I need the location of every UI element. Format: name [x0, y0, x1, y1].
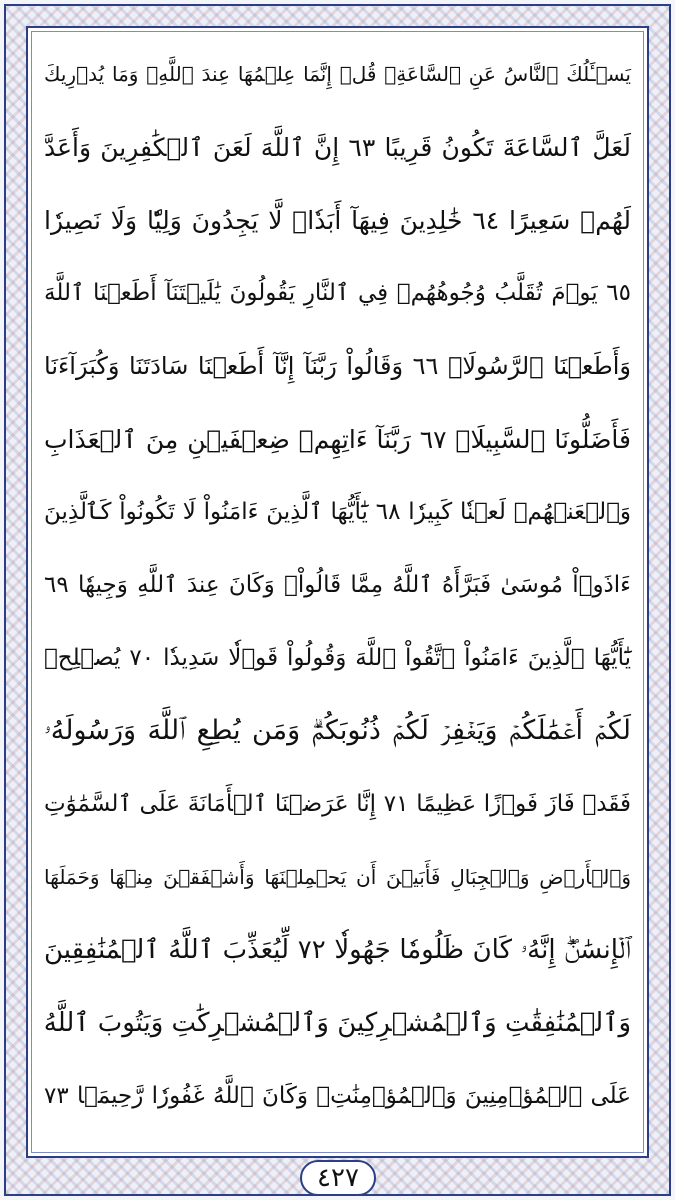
- text-line: فَأَضَلُّونَا ٱلسَّبِيلَا۠ ٦٧ رَبَّنَآ ءَاتِهِمۡ ضِعۡفَيۡنِ مِنَ ٱلۡعَذَابِ: [44, 424, 631, 454]
- text-line: وَٱلۡمُنَٰفِقَٰتِ وَٱلۡمُشۡرِكِينَ وَٱلۡمُشۡرِكَٰتِ وَيَتُوبَ ٱللَّهُ: [43, 1008, 631, 1038]
- text-line: لَعَلَّ ٱلسَّاعَةَ تَكُونُ قَرِيبًا ٦٣ إِنَّ ٱللَّهَ لَعَنَ ٱلۡكَٰفِرِينَ وَأَعَدَّ: [44, 132, 631, 162]
- text-line: وَأَطَعۡنَا ٱلرَّسُولَا۠ ٦٦ وَقَالُواْ رَبَّنَآ إِنَّآ أَطَعۡنَا سَادَتَنَا وَكُبَرَآءَنَا: [44, 352, 631, 380]
- text-line: وَٱلۡأَرۡضِ وَٱلۡجِبَالِ فَأَبَيۡنَ أَن يَحۡمِلۡنَهَا وَأَشۡفَقۡنَ مِنۡهَا وَحَمَلَهَا: [44, 865, 631, 889]
- page-number: [300, 1160, 376, 1196]
- page-number-label: ٤٢٧: [317, 1163, 359, 1193]
- text-line: يَسۡـَٔلُكَ ٱلنَّاسُ عَنِ ٱلسَّاعَةِۖ قُلۡ إِنَّمَا عِلۡمُهَا عِندَ ٱللَّهِۚ وَمَا يُدۡرِيكَ: [44, 62, 631, 86]
- text-line: فَقَدۡ فَازَ فَوۡزًا عَظِيمًا ٧١ إِنَّا عَرَضۡنَا ٱلۡأَمَانَةَ عَلَى ٱلسَّمَٰوَٰتِ: [44, 791, 631, 817]
- text-line: ءَاذَوۡاْ مُوسَىٰ فَبَرَّأَهُ ٱللَّهُ مِمَّا قَالُواْۚ وَكَانَ عِندَ ٱللَّهِ وَجِيهٗا ٦٩: [44, 572, 631, 598]
- text-line: ٱلۡإِنسَٰنُۖ إِنَّهُۥ كَانَ ظَلُومٗا جَهُولٗا ٧٢ لِّيُعَذِّبَ ٱللَّهُ ٱلۡمُنَٰفِقِينَ: [44, 934, 631, 965]
- text-line: عَلَى ٱلۡمُؤۡمِنِينَ وَٱلۡمُؤۡمِنَٰتِۗ وَكَانَ ٱللَّهُ غَفُورٗا رَّحِيمَۢا ٧٣: [44, 1083, 631, 1109]
- text-line: ٦٥ يَوۡمَ تُقَلَّبُ وُجُوهُهُمۡ فِي ٱلنَّارِ يَقُولُونَ يَٰلَيۡتَنَآ أَطَعۡنَا ٱللَّهَ: [44, 280, 631, 306]
- text-line: لَكُمۡ أَعۡمَٰلَكُمۡ وَيَغۡفِرۡ لَكُمۡ ذُنُوبَكُمۡۗ وَمَن يُطِعِ ٱللَّهَ وَرَسُولَهُۥ: [44, 715, 631, 746]
- text-line: وَٱلۡعَنۡهُمۡ لَعۡنٗا كَبِيرٗا ٦٨ يَٰٓأَيُّهَا ٱلَّذِينَ ءَامَنُواْ لَا تَكُونُواْ كَٱلَّذِينَ: [44, 499, 631, 525]
- text-line: لَهُمۡ سَعِيرًا ٦٤ خَٰلِدِينَ فِيهَآ أَبَدٗاۖ لَّا يَجِدُونَ وَلِيّٗا وَلَا نَصِيرٗا: [44, 205, 631, 235]
- text-line: يَٰٓأَيُّهَا ٱلَّذِينَ ءَامَنُواْ ٱتَّقُواْ ٱللَّهَ وَقُولُواْ قَوۡلٗا سَدِيدٗا ٧٠ يُصۡلِحۡ: [44, 645, 631, 671]
- quran-text-block: [44, 44, 631, 1146]
